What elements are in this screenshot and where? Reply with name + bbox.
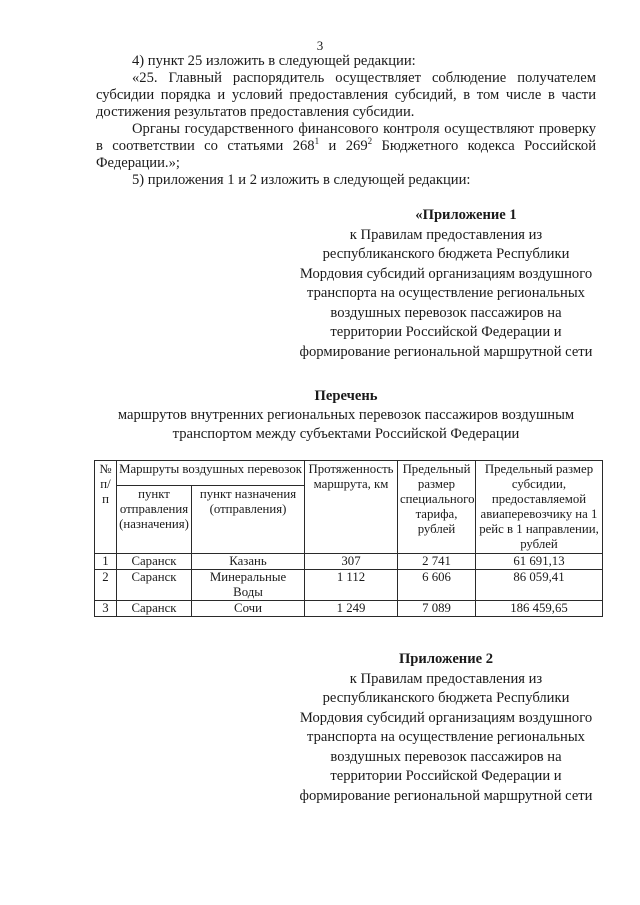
appendix-2-block bbox=[290, 650, 602, 806]
appendix-line: Мордовия субсидий организациям воздушного bbox=[299, 709, 593, 726]
table-row bbox=[95, 570, 603, 601]
header-tariff: Предельный размер специального тарифа, рублей bbox=[398, 461, 476, 554]
paragraph-text: Бюджетного кодекса Российской Федерации.»; bbox=[96, 138, 597, 171]
appendix-2-heading: Приложение 2 bbox=[398, 651, 494, 667]
appendix-line: транспорта на осуществление региональных bbox=[307, 285, 585, 301]
superscript: 2 bbox=[367, 136, 373, 147]
page-number: 3 bbox=[316, 38, 324, 53]
appendix-line: к Правилам предоставления из bbox=[349, 670, 543, 687]
appendix-line: воздушных перевозок пассажиров на bbox=[330, 304, 562, 321]
table-header-row bbox=[95, 461, 603, 486]
appendix-line: территории Российской Федерации и bbox=[330, 324, 562, 340]
header-to: пункт назначения (отправления) bbox=[192, 486, 305, 554]
list-subtitle-line: транспортом между субъектами Российской Федерации bbox=[172, 426, 520, 442]
paragraph-control-bodies bbox=[96, 121, 596, 172]
cell-num: 3 bbox=[95, 601, 117, 617]
superscript: 1 bbox=[314, 136, 320, 147]
cell-length: 1 112 bbox=[305, 570, 398, 601]
cell-length: 307 bbox=[305, 554, 398, 570]
paragraph-text: Органы государственного финансового контроля осуществляют проверку в соответствии со статьями 268 bbox=[96, 121, 596, 154]
appendix-line: к Правилам предоставления из bbox=[349, 226, 543, 243]
header-length: Протяженность маршрута, км bbox=[305, 461, 398, 554]
cell-num: 1 bbox=[95, 554, 117, 570]
cell-subsidy: 86 059,41 bbox=[476, 570, 603, 601]
paragraph-item-4: 4) пункт 25 изложить в следующей редакции: bbox=[132, 53, 416, 69]
cell-tariff: 2 741 bbox=[398, 554, 476, 570]
cell-to: Сочи bbox=[192, 601, 305, 617]
appendix-line: воздушных перевозок пассажиров на bbox=[330, 748, 562, 765]
cell-to: Казань bbox=[192, 554, 305, 570]
cell-tariff: 6 606 bbox=[398, 570, 476, 601]
cell-subsidy: 61 691,13 bbox=[476, 554, 603, 570]
cell-to: Минеральные Воды bbox=[192, 570, 305, 601]
list-title-block bbox=[96, 387, 596, 444]
appendix-line: Мордовия субсидий организациям воздушного bbox=[299, 265, 593, 282]
appendix-line: республиканского бюджета Республики bbox=[322, 690, 570, 706]
table-row bbox=[95, 554, 603, 570]
header-routes: Маршруты воздушных перевозок bbox=[117, 461, 305, 486]
paragraph-item-5: 5) приложения 1 и 2 изложить в следующей редакции: bbox=[132, 172, 471, 188]
body-text bbox=[96, 53, 596, 189]
header-from: пункт отправления (назначения) bbox=[117, 486, 192, 554]
routes-table bbox=[94, 460, 603, 617]
appendix-line: территории Российской Федерации и bbox=[330, 768, 562, 784]
appendix-line: республиканского бюджета Республики bbox=[322, 246, 570, 262]
header-subsidy: Предельный размер субсидии, предоставляемой авиаперевозчику на 1 рейс в 1 направлении, рублей bbox=[476, 461, 603, 554]
appendix-line: формирование региональной маршрутной сети bbox=[299, 343, 593, 360]
list-heading: Перечень bbox=[314, 388, 378, 404]
cell-num: 2 bbox=[95, 570, 117, 601]
appendix-line: транспорта на осуществление региональных bbox=[307, 729, 585, 745]
cell-subsidy: 186 459,65 bbox=[476, 601, 603, 617]
appendix-1-heading: «Приложение 1 bbox=[415, 207, 517, 223]
appendix-1-block bbox=[290, 206, 602, 362]
cell-tariff: 7 089 bbox=[398, 601, 476, 617]
paragraph-point-25: «25. Главный распорядитель осуществляет соблюдение получателем субсидии порядка и условий предоставления субсидий, в том числе в части достижения результатов предоставления субсидии. bbox=[96, 70, 596, 120]
cell-from: Саранск bbox=[117, 554, 192, 570]
paragraph-text: и 269 bbox=[319, 138, 368, 154]
cell-from: Саранск bbox=[117, 570, 192, 601]
table-row bbox=[95, 601, 603, 617]
list-subtitle-line: маршрутов внутренних региональных перевозок пассажиров воздушным bbox=[117, 407, 575, 423]
cell-from: Саранск bbox=[117, 601, 192, 617]
appendix-line: формирование региональной маршрутной сети bbox=[299, 787, 593, 804]
header-num: № п/п bbox=[95, 461, 117, 554]
cell-length: 1 249 bbox=[305, 601, 398, 617]
